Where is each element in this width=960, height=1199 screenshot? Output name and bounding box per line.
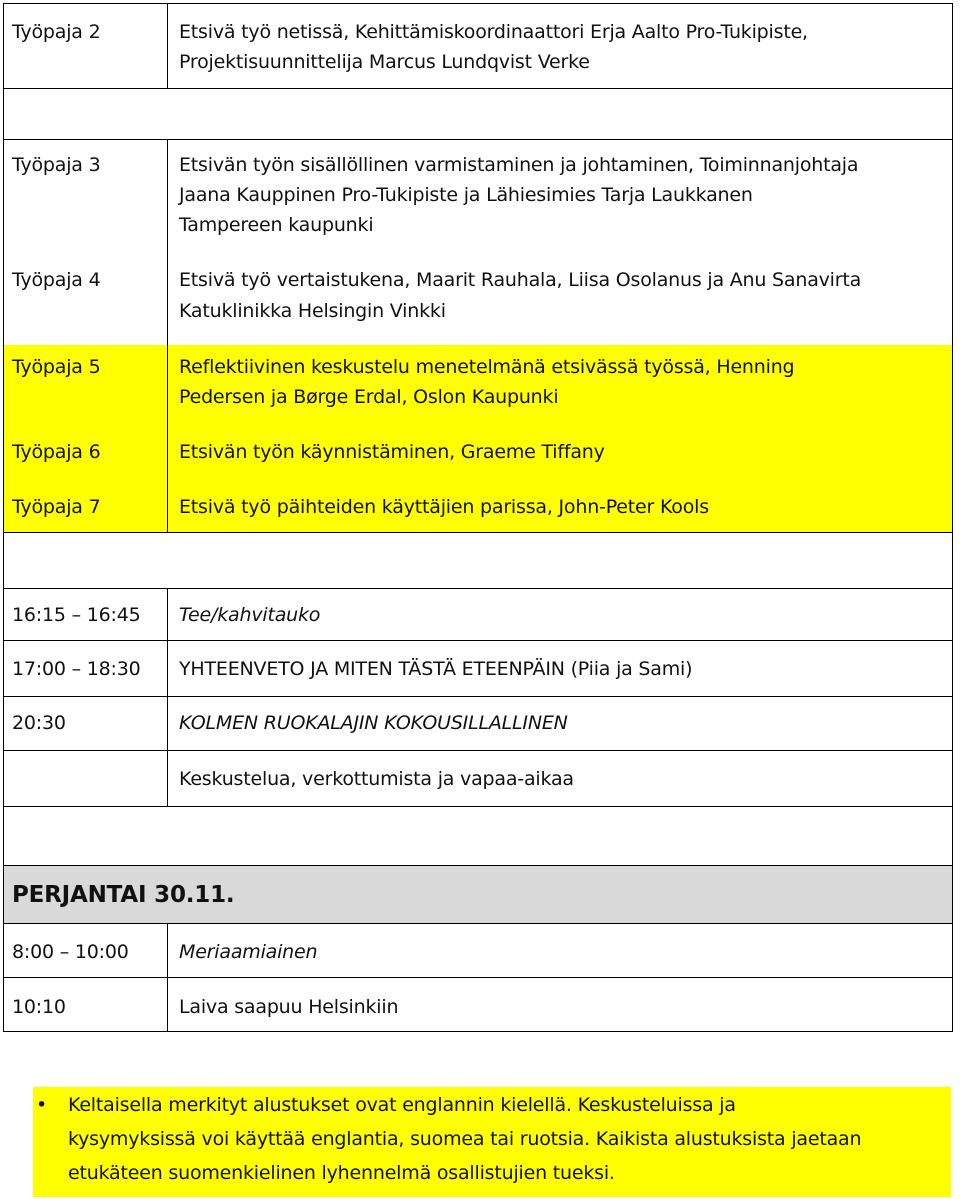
- table-border-left: [3, 3, 4, 1032]
- workshop-title: Projektisuunnittelija Marcus Lundqvist Verke: [179, 51, 590, 73]
- bullet-icon: •: [36, 1094, 48, 1116]
- workshop-label: Työpaja 6: [12, 441, 101, 463]
- row-divider: [3, 923, 953, 924]
- schedule-time: 20:30: [12, 712, 66, 734]
- workshop-label: Työpaja 5: [12, 356, 101, 378]
- schedule-item: Meriaamiainen: [179, 941, 318, 963]
- table-border-right: [952, 3, 953, 1032]
- schedule-item: YHTEENVETO JA MITEN TÄSTÄ ETEENPÄIN (Piia ja Sami): [179, 658, 693, 680]
- row-divider: [3, 139, 953, 140]
- row-divider: [3, 88, 953, 89]
- workshop-label: Työpaja 7: [12, 496, 101, 518]
- workshop-title: Etsivä työ netissä, Kehittämiskoordinaattori Erja Aalto Pro-Tukipiste,: [179, 21, 808, 43]
- note-text: kysymyksissä voi käyttää englantia, suomea tai ruotsia. Kaikista alustuksista jaetaan: [68, 1128, 862, 1150]
- row-divider: [3, 640, 953, 641]
- schedule-time: 8:00 – 10:00: [12, 941, 129, 963]
- workshop-title: Katuklinikka Helsingin Vinkki: [179, 300, 446, 322]
- row-divider: [3, 977, 953, 978]
- schedule-time: 17:00 – 18:30: [12, 658, 141, 680]
- workshop-title: Etsivän työn käynnistäminen, Graeme Tiffany: [179, 441, 605, 463]
- workshop-label: Työpaja 4: [12, 269, 101, 291]
- table-border-bottom: [3, 1031, 953, 1032]
- row-divider: [3, 532, 953, 533]
- workshop-title: Etsivä työ päihteiden käyttäjien parissa, John-Peter Kools: [179, 496, 709, 518]
- note-text: Keltaisella merkityt alustukset ovat englannin kielellä. Keskusteluissa ja: [68, 1094, 736, 1116]
- workshop-title: Jaana Kauppinen Pro-Tukipiste ja Lähiesimies Tarja Laukkanen: [179, 184, 753, 206]
- row-divider: [3, 696, 953, 697]
- workshop-label: Työpaja 3: [12, 154, 101, 176]
- row-divider: [3, 588, 953, 589]
- schedule-item: Laiva saapuu Helsinkiin: [179, 996, 399, 1018]
- schedule-time: 10:10: [12, 996, 66, 1018]
- workshop-label: Työpaja 2: [12, 21, 101, 43]
- schedule-item: Tee/kahvitauko: [179, 604, 321, 626]
- column-divider: [167, 139, 168, 532]
- note-text: etukäteen suomenkielinen lyhennelmä osallistujien tueksi.: [68, 1162, 615, 1184]
- workshop-title: Pedersen ja Børge Erdal, Oslon Kaupunki: [179, 386, 559, 408]
- row-divider: [3, 865, 953, 866]
- day-heading: PERJANTAI 30.11.: [12, 882, 235, 908]
- schedule-time: 16:15 – 16:45: [12, 604, 141, 626]
- column-divider: [167, 3, 168, 88]
- workshop-title: Tampereen kaupunki: [179, 214, 374, 236]
- workshop-title: Reflektiivinen keskustelu menetelmänä etsivässä työssä, Henning: [179, 356, 795, 378]
- column-divider: [167, 588, 168, 806]
- workshop-title: Etsivän työn sisällöllinen varmistaminen ja johtaminen, Toiminnanjohtaja: [179, 154, 859, 176]
- table-border-top: [3, 3, 953, 4]
- workshop-title: Etsivä työ vertaistukena, Maarit Rauhala, Liisa Osolanus ja Anu Sanavirta: [179, 269, 862, 291]
- schedule-item: KOLMEN RUOKALAJIN KOKOUSILLALLINEN: [179, 712, 568, 734]
- row-divider: [3, 806, 953, 807]
- schedule-item-detail: Keskustelua, verkottumista ja vapaa-aikaa: [179, 768, 574, 790]
- row-divider: [3, 750, 953, 751]
